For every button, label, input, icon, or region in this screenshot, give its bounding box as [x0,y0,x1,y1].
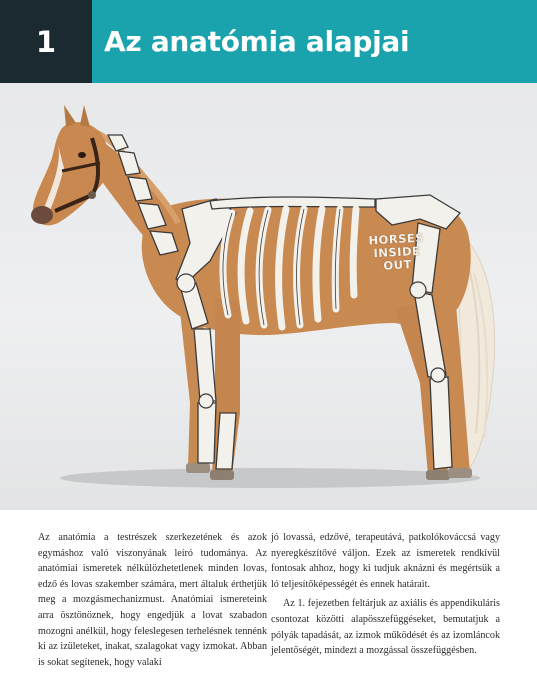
body-paragraph: Az 1. fejezetben feltárjuk az axiális és appendikuláris csontozat közötti alapösszefüggéseket, bemutatjuk a pólyák tapadását, az izmok működését és az izomláncok jelentőségét, mindezt a mozgással összefüggésben. [271,598,500,657]
chapter-header [0,0,537,83]
chapter-number: 1 [35,24,57,59]
body-text-right-column [271,530,500,659]
chapter-title: Az anatómia alapjai [104,25,410,58]
body-text-left-column [38,530,267,670]
logo-line-1: HORSES [368,230,425,248]
body-paragraph: jó lovassá, edzővé, terapeutává, patkolókováccsá vagy nyeregkészítővé váljon. Ezek az ismeretek rendkívül fontosak ahhoz, hogy ki tudjuk aknázni és megértsük a ló teljesítőképességét és ennek határait. [271,532,500,590]
horse-skeleton-photo [0,83,537,510]
body-paragraph: Az anatómia a testrészek szerkezetének és azok egymáshoz való viszonyának leíró tudománya. Az anatómiai ismeretek nélkülözhetetlenek minden lovas, edző és lovas szakember számára, mert általuk érthetjük meg a mozgásmechanizmust. Anatómiai ismereteink arra ösztönöznek, hogy engedjük a lovat szabadon mozogni anélkül, hogy feleslegesen terhelésnek tennénk ki az izületeket, inakat, szalagokat vagy izmokat. Abban is sokat segítenek, hogy valaki [38,532,267,668]
logo-line-3: OUT [383,257,413,273]
logo-line-2: INSIDE [373,243,421,261]
horses-inside-out-logo [361,231,433,274]
